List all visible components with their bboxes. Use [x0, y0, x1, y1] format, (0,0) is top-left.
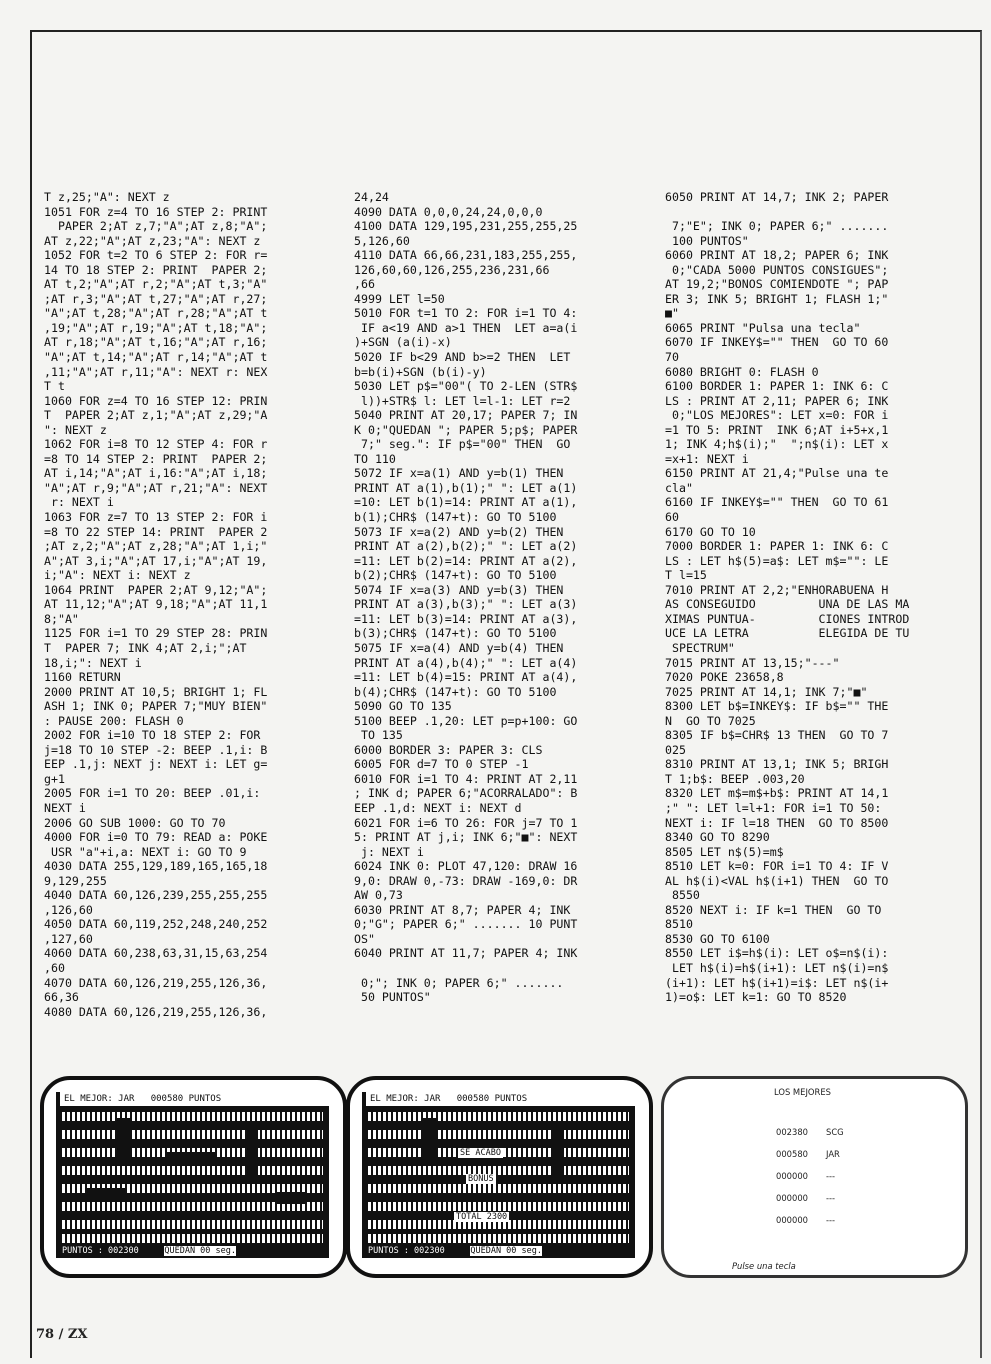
score-row-2-name: JAR [826, 1149, 840, 1159]
score-row-4-score: 000000 [776, 1193, 808, 1203]
listing-column-2: 24,24 4090 DATA 0,0,0,24,24,0,0,0 4100 DATA 129,195,231,255,255,25 5,126,60 4110 DATA 66,66,231,183,255,255, 126,60,60,126,255,236,231,66 ,66 4999 LET l=50 5010 FOR t=1 TO 2: FOR i=1 TO 4: IF a<19 AND a>1 THEN LET a=a(i )+SGN (a(i)-x) 5020 IF b<29 AND b>=2 THEN LET b=b(i)+SGN (b(i)-y) 5030 LET p$="00"( TO 2-LEN (STR$ l))+STR$ l: LET l=l-1: LET r=2 5040 PRINT AT 20,17; PAPER 7; IN K 0;"QUEDAN "; PAPER 5;p$; PAPER 7;" seg.": IF p$="00" THEN GO TO 110 5072 IF x=a(1) AND y=b(1) THEN PRINT AT a(1),b(1);" ": LET a(1) =10: LET b(1)=14: PRINT AT a(1), b(1);CHR$ (147+t): GO TO 5100 5073 IF x=a(2) AND y=b(2) THEN PRINT AT a(2),b(2);" ": LET a(2) =11: LET b(2)=14: PRINT AT a(2), b(2);CHR$ (147+t): GO TO 5100 5074 IF x=a(3) AND y=b(3) THEN PRINT AT a(3),b(3);" ": LET a(3) =11: LET b(3)=14: PRINT AT a(3), b(3);CHR$ (147+t): GO TO 5100 5075 IF x=a(4) AND y=b(4) THEN PRINT AT a(4),b(4);" ": LET a(4) =11: LET b(4)=15: PRINT AT a(4), b(4);CHR$ (147+t): GO TO 5100 5090 GO TO 135 5100 BEEP .1,20: LET p=p+100: GO TO 135 6000 BORDER 3: PAPER 3: CLS 6005 FOR d=7 TO 0 STEP -1 6010 FOR i=1 TO 4: PRINT AT 2,11 ; INK d; PAPER 6;"ACORRALADO": B EEP .1,d: NEXT i: NEXT d 6021 FOR i=6 TO 26: FOR j=7 TO 1 5: PRINT AT j,i; INK 6;"■": NEXT j: NEXT i 6024 INK 0: PLOT 47,120: DRAW 16 9,0: DRAW 0,-73: DRAW -169,0: DR AW 0,73 6030 PRINT AT 8,7; PAPER 4; INK 0;"G"; PAPER 6;" ....... 10 PUNT OS" 6040 PRINT AT 11,7; PAPER 4; INK 0;"; INK 0; PAPER 6;" ....... 50 PUNTOS" [354, 190, 578, 1005]
game-over-message: SE ACABO [460, 1148, 501, 1158]
score-row-1-score: 002380 [776, 1127, 808, 1137]
score-row-3-score: 000000 [776, 1171, 808, 1181]
press-key-prompt: Pulse una tecla [732, 1261, 796, 1271]
score-readout: PUNTOS : 002300 [368, 1246, 445, 1256]
score-row-5-name: --- [826, 1215, 836, 1225]
screenshot-game-over [346, 1076, 653, 1278]
listing-column-1: T z,25;"A": NEXT z 1051 FOR z=4 TO 16 STEP 2: PRINT PAPER 2;AT z,7;"A";AT z,8;"A"; AT z,22;"A";AT z,23;"A": NEXT z 1052 FOR t=2 TO 6 STEP 2: FOR r= 14 TO 18 STEP 2: PRINT PAPER 2; AT t,2;"A";AT r,2;"A";AT t,3;"A" ;AT r,3;"A";AT t,27;"A";AT r,27; "A";AT t,28;"A";AT r,28;"A";AT t ,19;"A";AT r,19;"A";AT t,18;"A"; AT r,18;"A";AT t,16;"A";AT r,16; "A";AT t,14;"A";AT r,14;"A";AT t ,11;"A";AT r,11;"A": NEXT r: NEX T t 1060 FOR z=4 TO 16 STEP 12: PRIN T PAPER 2;AT z,1;"A";AT z,29;"A ": NEXT z 1062 FOR i=8 TO 12 STEP 4: FOR r =8 TO 14 STEP 2: PRINT PAPER 2; AT i,14;"A";AT i,16:"A";AT i,18; "A";AT r,9;"A";AT r,21;"A": NEXT r: NEXT i 1063 FOR z=7 TO 13 STEP 2: FOR i =8 TO 22 STEP 14: PRINT PAPER 2 ;AT z,2;"A";AT z,28;"A";AT 1,i;" A";AT 3,i;"A";AT 17,i;"A";AT 19, i;"A": NEXT i: NEXT z 1064 PRINT PAPER 2;AT 9,12;"A"; AT 11,12;"A";AT 9,18;"A";AT 11,1 8;"A" 1125 FOR i=1 TO 29 STEP 28: PRIN T PAPER 7; INK 4;AT 2,i;";AT 18,i;": NEXT i 1160 RETURN 2000 PRINT AT 10,5; BRIGHT 1; FL ASH 1; INK 0; PAPER 7;"MUY BIEN" : PAUSE 200: FLASH 0 2002 FOR i=10 TO 18 STEP 2: FOR j=18 TO 10 STEP -2: BEEP .1,i: B EEP .1,j: NEXT j: NEXT i: LET g= g+1 2005 FOR i=1 TO 20: BEEP .01,i: NEXT i 2006 GO SUB 1000: GO TO 70 4000 FOR i=0 TO 79: READ a: POKE USR "a"+i,a: NEXT i: GO TO 9 4030 DATA 255,129,189,165,165,18 9,129,255 4040 DATA 60,126,239,255,255,255 ,126,60 4050 DATA 60,119,252,248,240,252 ,127,60 4060 DATA 60,238,63,31,15,63,254 ,60 4070 DATA 60,126,219,255,126,36, 66,36 4080 DATA 60,126,219,255,126,36, [44, 190, 268, 1019]
best-score-line: EL MEJOR: JAR 000580 PUNTOS [366, 1092, 635, 1106]
status-bar [366, 1245, 631, 1258]
total-label: TOTAL 2300 [456, 1212, 508, 1222]
score-row-2-score: 000580 [776, 1149, 808, 1159]
time-readout: QUEDAN 00 seg. [470, 1246, 543, 1256]
high-scores-title: LOS MEJORES [774, 1087, 831, 1097]
screenshot-game [40, 1076, 347, 1278]
maze-display [56, 1092, 329, 1258]
listing-column-3: 6050 PRINT AT 14,7; INK 2; PAPER 7;"E"; INK 0; PAPER 6;" ....... 100 PUNTOS" 6060 PRINT AT 18,2; PAPER 6; INK 0;"CADA 5000 PUNTOS CONSIGUES"; AT 19,2;"BONOS COMIENDOTE "; PAP ER 3; INK 5; BRIGHT 1; FLASH 1;" ■" 6065 PRINT "Pulsa una tecla" 6070 IF INKEY$="" THEN GO TO 60 70 6080 BRIGHT 0: FLASH 0 6100 BORDER 1: PAPER 1: INK 6: C LS : PRINT AT 2,11; PAPER 6; INK 0;"LOS MEJORES": LET x=0: FOR i =1 TO 5: PRINT INK 6;AT i+5+x,1 1; INK 4;h$(i);" ";n$(i): LET x =x+1: NEXT i 6150 PRINT AT 21,4;"Pulse una te cla" 6160 IF INKEY$="" THEN GO TO 61 60 6170 GO TO 10 7000 BORDER 1: PAPER 1: INK 6: C LS : LET h$(5)=a$: LET m$="": LE T l=15 7010 PRINT AT 2,2;"ENHORABUENA H AS CONSEGUIDO UNA DE LAS MA XIMAS PUNTUA- CIONES INTROD UCE LA LETRA ELEGIDA DE TU SPECTRUM" 7015 PRINT AT 13,15;"---" 7020 POKE 23658,8 7025 PRINT AT 14,1; INK 7;"■" 8300 LET b$=INKEY$: IF b$="" THE N GO TO 7025 8305 IF b$=CHR$ 13 THEN GO TO 7 025 8310 PRINT AT 13,1; INK 5; BRIGH T 1;b$: BEEP .003,20 8320 LET m$=m$+b$: PRINT AT 14,1 ;" ": LET l=l+1: FOR i=1 TO 50: NEXT i: IF l=18 THEN GO TO 8500 8340 GO TO 8290 8505 LET n$(5)=m$ 8510 LET k=0: FOR i=1 TO 4: IF V AL h$(i)<VAL h$(i+1) THEN GO TO 8550 8520 NEXT i: IF k=1 THEN GO TO 8510 8530 GO TO 6100 8550 LET i$=h$(i): LET o$=n$(i): LET h$(i)=h$(i+1): LET n$(i)=n$ (i+1): LET h$(i+1)=i$: LET n$(i+ 1)=o$: LET k=1: GO TO 8520 [665, 190, 910, 1005]
score-row-4-name: --- [826, 1193, 836, 1203]
maze-display [362, 1092, 635, 1258]
screenshot-high-scores [661, 1076, 968, 1278]
best-score-line: EL MEJOR: JAR 000580 PUNTOS [60, 1092, 329, 1106]
status-bar [60, 1245, 325, 1258]
page-number: 78 / ZX [36, 1327, 88, 1342]
score-row-5-score: 000000 [776, 1215, 808, 1225]
bonus-label: BONUS [468, 1174, 494, 1184]
score-row-3-name: --- [826, 1171, 836, 1181]
score-row-1-name: SCG [826, 1127, 844, 1137]
score-readout: PUNTOS : 002300 [62, 1246, 139, 1256]
time-readout: QUEDAN 00 seg. [164, 1246, 237, 1256]
